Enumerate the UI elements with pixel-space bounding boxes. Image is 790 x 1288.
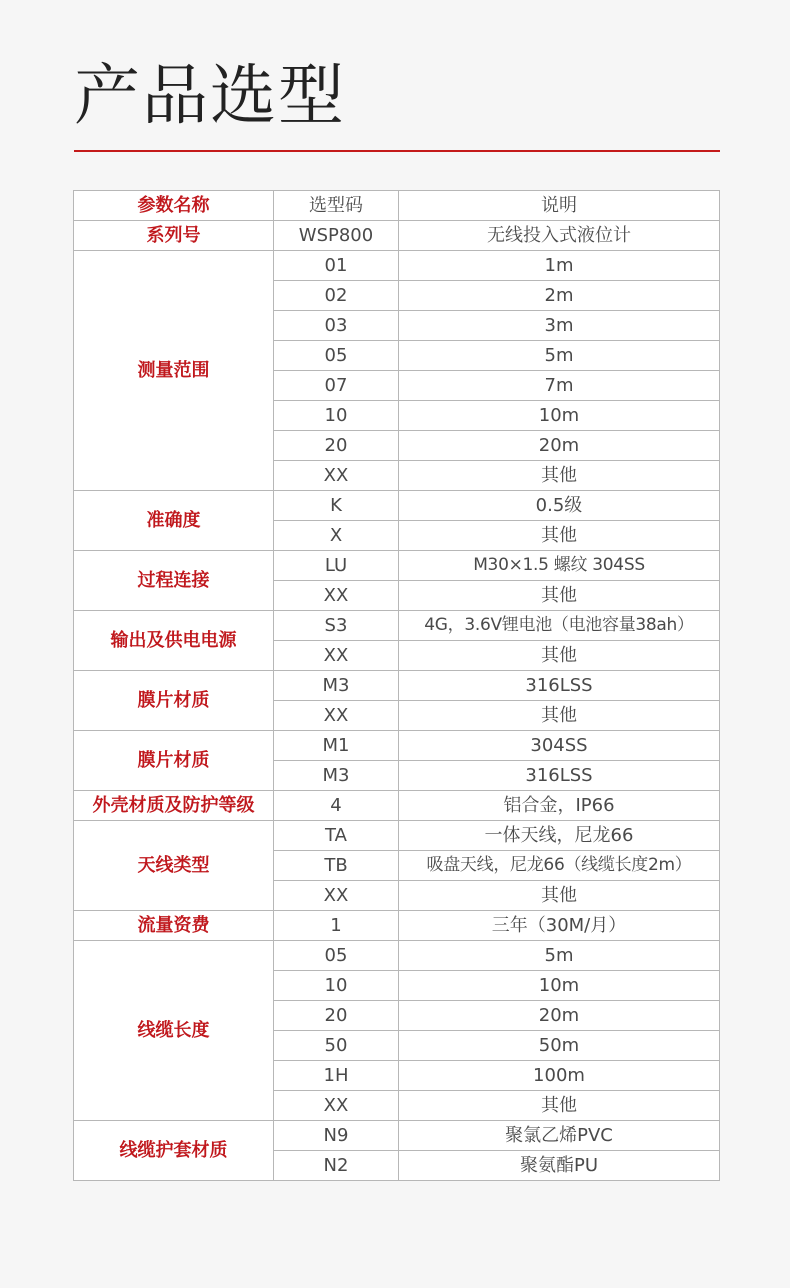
param-name-cell: 过程连接 <box>74 551 274 611</box>
description-cell: 其他 <box>399 581 720 611</box>
code-cell: LU <box>274 551 399 581</box>
selection-table <box>73 190 720 1181</box>
code-cell: 1H <box>274 1061 399 1091</box>
description-cell: 316LSS <box>399 671 720 701</box>
code-cell: 10 <box>274 971 399 1001</box>
code-cell: XX <box>274 641 399 671</box>
table-row <box>74 941 720 971</box>
description-cell: 316LSS <box>399 761 720 791</box>
header-description: 说明 <box>399 191 720 221</box>
table-row <box>74 221 720 251</box>
description-cell: 其他 <box>399 701 720 731</box>
param-name-cell: 膜片材质 <box>74 731 274 791</box>
code-cell: 10 <box>274 401 399 431</box>
description-cell: 7m <box>399 371 720 401</box>
code-cell: N2 <box>274 1151 399 1181</box>
description-cell: 3m <box>399 311 720 341</box>
param-name-cell: 外壳材质及防护等级 <box>74 791 274 821</box>
code-cell: 20 <box>274 431 399 461</box>
description-cell: 20m <box>399 1001 720 1031</box>
description-cell: 无线投入式液位计 <box>399 221 720 251</box>
param-name-cell: 线缆长度 <box>74 941 274 1121</box>
title-divider <box>74 150 720 152</box>
code-cell: XX <box>274 461 399 491</box>
selection-table-body <box>74 191 720 1181</box>
param-name-cell: 线缆护套材质 <box>74 1121 274 1181</box>
description-cell: 铝合金，IP66 <box>399 791 720 821</box>
description-cell: 20m <box>399 431 720 461</box>
code-cell: TB <box>274 851 399 881</box>
description-cell: 50m <box>399 1031 720 1061</box>
code-cell: 05 <box>274 941 399 971</box>
param-name-cell: 系列号 <box>74 221 274 251</box>
code-cell: X <box>274 521 399 551</box>
code-cell: K <box>274 491 399 521</box>
table-row <box>74 791 720 821</box>
code-cell: XX <box>274 581 399 611</box>
description-cell: 吸盘天线，尼龙66（线缆长度2m） <box>399 851 720 881</box>
description-cell: 5m <box>399 341 720 371</box>
code-cell: N9 <box>274 1121 399 1151</box>
table-row <box>74 611 720 641</box>
code-cell: M3 <box>274 761 399 791</box>
description-cell: M30×1.5 螺纹 304SS <box>399 551 720 581</box>
description-cell: 其他 <box>399 461 720 491</box>
description-cell: 1m <box>399 251 720 281</box>
description-cell: 2m <box>399 281 720 311</box>
code-cell: XX <box>274 1091 399 1121</box>
description-cell: 一体天线，尼龙66 <box>399 821 720 851</box>
header-code: 选型码 <box>274 191 399 221</box>
description-cell: 10m <box>399 971 720 1001</box>
param-name-cell: 测量范围 <box>74 251 274 491</box>
description-cell: 聚氨酯PU <box>399 1151 720 1181</box>
header-param-name: 参数名称 <box>74 191 274 221</box>
param-name-cell: 流量资费 <box>74 911 274 941</box>
code-cell: 07 <box>274 371 399 401</box>
code-cell: S3 <box>274 611 399 641</box>
table-row <box>74 821 720 851</box>
code-cell: M3 <box>274 671 399 701</box>
param-name-cell: 膜片材质 <box>74 671 274 731</box>
description-cell: 5m <box>399 941 720 971</box>
description-cell: 其他 <box>399 881 720 911</box>
page-title: 产品选型 <box>74 57 346 134</box>
description-cell: 三年（30M/月） <box>399 911 720 941</box>
table-row <box>74 671 720 701</box>
description-cell: 10m <box>399 401 720 431</box>
description-cell: 0.5级 <box>399 491 720 521</box>
code-cell: XX <box>274 701 399 731</box>
code-cell: 01 <box>274 251 399 281</box>
code-cell: 20 <box>274 1001 399 1031</box>
param-name-cell: 准确度 <box>74 491 274 551</box>
table-row <box>74 551 720 581</box>
description-cell: 4G，3.6V锂电池（电池容量38ah） <box>399 611 720 641</box>
description-cell: 100m <box>399 1061 720 1091</box>
code-cell: XX <box>274 881 399 911</box>
param-name-cell: 输出及供电电源 <box>74 611 274 671</box>
code-cell: WSP800 <box>274 221 399 251</box>
code-cell: 05 <box>274 341 399 371</box>
code-cell: 03 <box>274 311 399 341</box>
table-row <box>74 731 720 761</box>
code-cell: 1 <box>274 911 399 941</box>
table-header-row <box>74 191 720 221</box>
code-cell: 02 <box>274 281 399 311</box>
description-cell: 其他 <box>399 641 720 671</box>
table-row <box>74 1121 720 1151</box>
param-name-cell: 天线类型 <box>74 821 274 911</box>
table-row <box>74 491 720 521</box>
table-row <box>74 251 720 281</box>
description-cell: 其他 <box>399 521 720 551</box>
code-cell: 50 <box>274 1031 399 1061</box>
code-cell: M1 <box>274 731 399 761</box>
code-cell: 4 <box>274 791 399 821</box>
description-cell: 其他 <box>399 1091 720 1121</box>
table-row <box>74 911 720 941</box>
description-cell: 304SS <box>399 731 720 761</box>
description-cell: 聚氯乙烯PVC <box>399 1121 720 1151</box>
code-cell: TA <box>274 821 399 851</box>
